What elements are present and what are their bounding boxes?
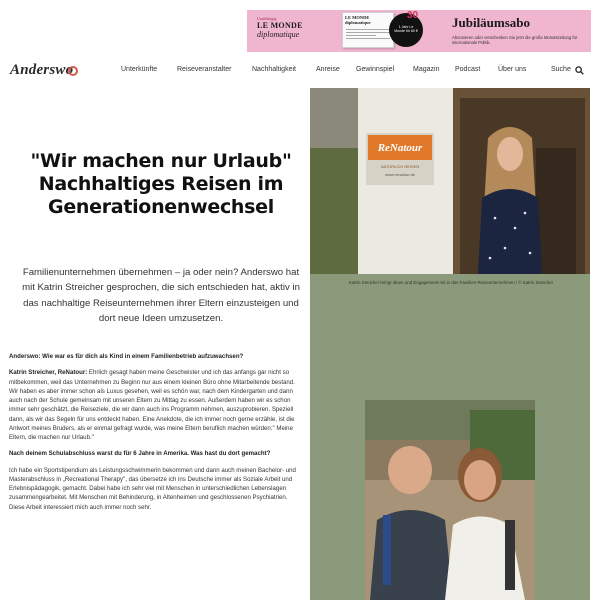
interview-answer-2: Ich habe ein Sportstipendium als Leistungsschwimmerin bekommen und dann auch meinen Bachelor- und Masterabschluss in „Recreational Therapy", das übersetze ich ins Deutsche immer als Soziale Arbeit und Erlebnispädagogik, gemacht. Dabei habe ich sehr viel mit Menschen in unterschiedlichen Lebenslagen zusammengearbeitet. Mit Menschen mit Behinderung, in Altenheimen und geschlossenen Psychiatrien. Diese Arbeit interessiert mich auch immer noch sehr. [9,466,296,511]
ad-brand-line1: LE MONDE [257,21,303,30]
logo-ring-icon [68,66,78,76]
interview-answer-1 [9,368,304,442]
interview-question-1: Anderswo: Wie war es für dich als Kind in einem Familienbetrieb aufzuwachsen? [9,353,244,360]
article-headline-line3: Generationenwechsel [48,196,274,219]
sign-text: ReNatour [377,142,423,154]
nav-item-ueber-uns[interactable]: Über uns [498,66,527,73]
ad-brand-small: Unabhängig [257,16,277,21]
article-headline-line2: Nachhaltiges Reisen im [38,173,284,196]
article-body [9,352,304,519]
nav-item-unterkuenfte[interactable]: Unterkünfte [121,66,158,73]
ad-brand-line2: diplomatique [257,30,300,39]
answer-speaker: Katrin Streicher, ReNatour: [9,369,88,377]
nav-item-anreise[interactable]: Anreise [316,66,340,73]
site-logo[interactable]: Anderswo [10,62,74,78]
article-intro: Familienunternehmen übernehmen – ja oder nein? Anderswo hat mit Katrin Streicher gesprochen, die sich entschieden hat, aktiv in das nachhaltige Reiseunternehmen ihrer Eltern einzusteigen und dort neue Ideen umzusetzen. [22,267,300,325]
ad-newspaper-head: LE MONDE diplomatique [345,15,371,25]
answer-text-1: Ehrlich gesagt haben meine Geschwister und ich das anfangs gar nicht so mitbekommen, weil das Unternehmen zu Beginn nur aus einem kleinen Büro ohne Mitarbeitende bestand. Wir haben es aber immer schon als Luxus gesehen, weil es schön war, nach dem Kindergarten und dann auch nach der Schule gemeinsam mit unseren Eltern zu Mittag zu essen. Außerdem haben wir es schon immer sehr geschätzt, die Reiseziele, die wir dann auch ins Programm nehmen, auszuprobieren. Speziell dann, als wir das Segeln für uns entdeckt haben. Eine Anekdote, die ich immer noch gerne erzähle, ist die Antwort meines Bruders, als er einmal gefragt wurde, was meine Eltern beruflich machen würden:" Meine Eltern, die machen nur Urlaub." [9,369,295,441]
sign-subtext: NATÜRLICH REISEN [380,164,420,169]
selfie-photo [365,400,535,600]
nav-item-reiseveranstalter[interactable]: Reiseveranstalter [177,66,232,73]
ad-newspaper-image [342,12,394,48]
nav-item-gewinnspiel[interactable]: Gewinnspiel [356,66,395,73]
search-icon[interactable] [575,66,584,75]
nav-item-podcast[interactable]: Podcast [455,66,481,73]
sign-url: www.renatour.de [385,172,415,177]
nav-item-nachhaltigkeit[interactable]: Nachhaltigkeit [252,66,296,73]
ad-anniversary-number: 30 [407,10,419,21]
hero-photo [310,88,590,274]
article-headline-line1: "Wir machen nur Urlaub" [30,150,292,172]
ad-banner[interactable] [247,10,591,52]
interview-question-2: Nach deinem Schulabschluss warst du für 6 Jahre in Amerika. Was hast du dort gemacht? [9,450,271,458]
hero-photo-caption: Katrin Streicher bringt Ideen und Engagement mit in das Familien-Reiseunternehmen / © Katrin Streicher [348,280,554,285]
ad-title: Jubiläumsabo [452,15,531,30]
ad-brand-logo [257,16,335,39]
search-label[interactable]: Suche [551,66,571,73]
ad-text: Abonnieren oder verschenken Sie jetzt die große Monatszeitung für internationale Politik. [452,35,578,46]
nav-item-magazin[interactable]: Magazin [413,66,440,73]
article-headline [20,150,302,220]
ad-offer-text: 1 Jahr Le Monde für 60 € [394,25,418,33]
